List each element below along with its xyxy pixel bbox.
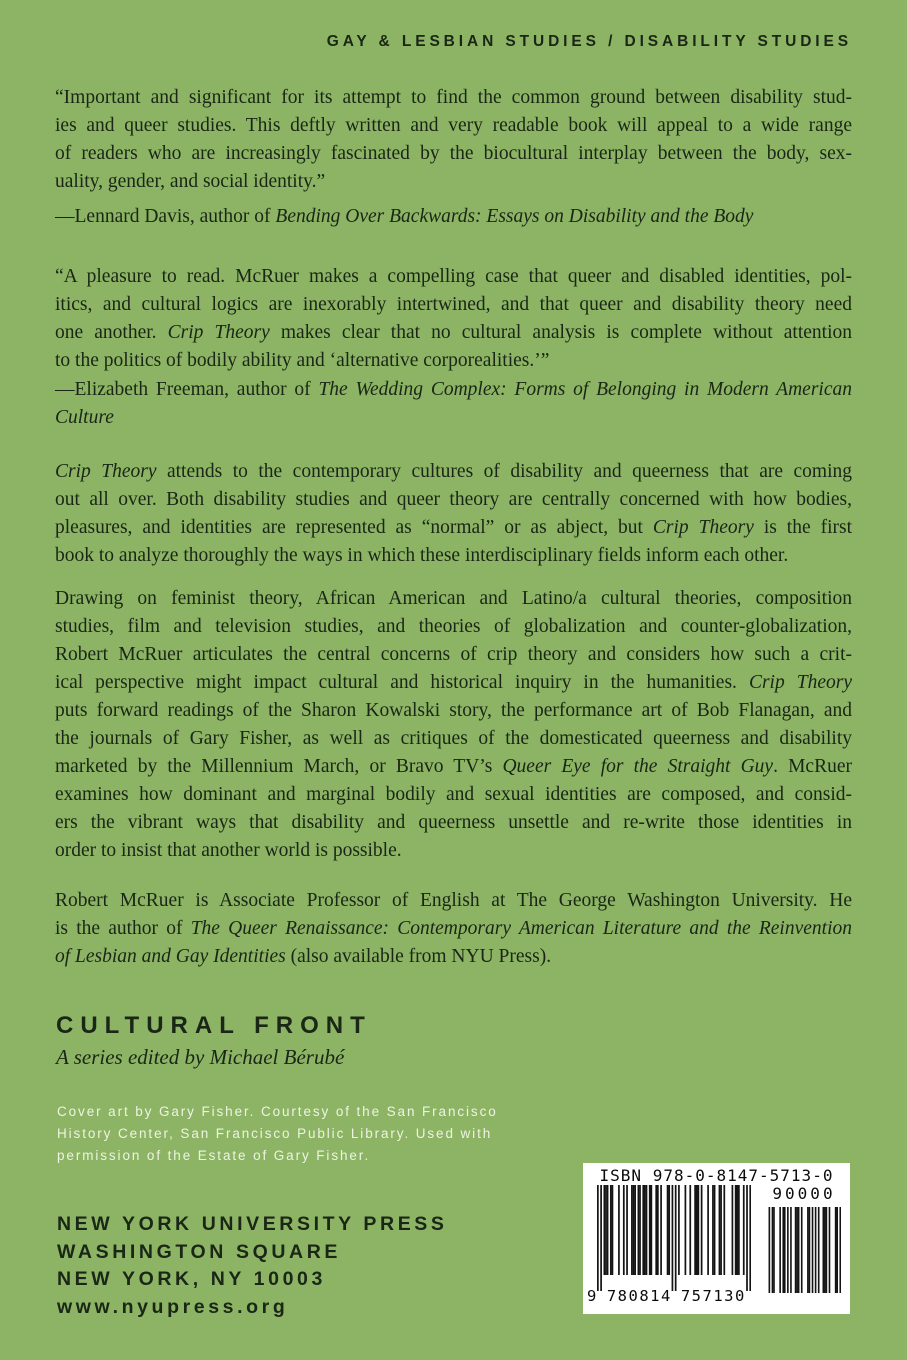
text-run: —Elizabeth Freeman, author of	[55, 379, 319, 400]
text-run: permission of the Estate of Gary Fisher.	[57, 1148, 371, 1163]
author-bio	[55, 887, 852, 971]
text-line	[55, 887, 852, 915]
text-run: ical perspective might impact cultural and historical inquiry in the humanities.	[55, 672, 749, 693]
text-line	[55, 753, 852, 781]
text-run: “Important and significant for its attempt to find the common ground between disability stud-	[55, 87, 852, 108]
cover-art-credit	[57, 1101, 527, 1167]
italic-text-run: of Lesbian and Gay Identities	[55, 946, 286, 967]
text-line	[55, 514, 852, 542]
text-run: the journals of Gary Fisher, as well as critiques of the domesticated queerness and disability	[55, 728, 852, 749]
italic-text-run: The Wedding Complex: Forms of Belonging in Modern American	[318, 379, 852, 400]
text-run: www.nyupress.org	[57, 1295, 289, 1318]
publisher-address-block	[57, 1211, 527, 1321]
text-run: Cover art by Gary Fisher. Courtesy of the San Francisco	[57, 1104, 498, 1119]
italic-text-run: The Queer Renaissance: Contemporary American Literature and the Reinvention	[190, 918, 852, 939]
text-run: pleasures, and identities are represented as “normal” or as abject, but	[55, 517, 653, 538]
text-line	[55, 168, 852, 196]
text-line	[55, 140, 852, 168]
text-line	[55, 112, 852, 140]
text-run: book to analyze thoroughly the ways in which these interdisciplinary fields inform each other.	[55, 545, 789, 566]
italic-text-run: Crip Theory	[652, 517, 754, 538]
text-line	[57, 1239, 527, 1267]
barcode-digit-group: 9	[587, 1287, 598, 1305]
text-line	[55, 613, 852, 641]
text-line	[55, 943, 852, 971]
text-run: “A pleasure to read. McRuer makes a compelling case that queer and disabled identities, pol-	[55, 266, 852, 287]
text-run: attends to the contemporary cultures of disability and queerness that are coming	[156, 461, 852, 482]
text-run: itics, and cultural logics are inexorably intertwined, and that queer and disability theory need	[55, 294, 852, 315]
barcode-digit-group: 780814	[606, 1287, 672, 1305]
text-run: (also available from NYU Press).	[285, 946, 552, 967]
text-line	[57, 1123, 527, 1145]
text-run: ers the vibrant ways that disability and queerness unsettle and re-write those identities in	[55, 812, 852, 833]
text-run: marketed by the Millennium March, or Bravo TV’s	[55, 756, 503, 777]
text-line	[57, 1101, 527, 1123]
text-line	[55, 404, 852, 432]
text-line	[55, 263, 852, 291]
text-line	[55, 809, 852, 837]
text-line	[57, 1211, 527, 1239]
series-editor-note: A series edited by Michael Bérubé	[56, 1045, 345, 1069]
ean5-addon-barcode	[767, 1207, 841, 1293]
italic-text-run: Crip Theory	[748, 672, 852, 693]
text-line	[55, 203, 852, 231]
text-run: Robert McRuer is Associate Professor of English at The George Washington University. He	[55, 890, 852, 911]
text-run: order to insist that another world is possible.	[55, 840, 402, 861]
text-line	[55, 669, 852, 697]
text-line	[57, 1266, 527, 1294]
italic-text-run: Queer Eye for the Straight Guy	[502, 756, 774, 777]
text-run: . McRuer	[773, 756, 852, 777]
synopsis-paragraph-1	[55, 458, 852, 570]
isbn-barcode-panel	[583, 1163, 850, 1314]
text-line	[55, 837, 852, 865]
text-run: makes clear that no cultural analysis is complete without attention	[269, 322, 852, 343]
review-quote-2	[55, 263, 852, 375]
text-line	[55, 291, 852, 319]
barcode-addon-number: 90000	[772, 1184, 836, 1203]
text-line	[55, 725, 852, 753]
text-run: Drawing on feminist theory, African American and Latino/a cultural theories, composition	[55, 588, 852, 609]
text-run: one another.	[55, 322, 168, 343]
text-line	[55, 641, 852, 669]
text-line	[55, 84, 852, 112]
text-line	[55, 781, 852, 809]
text-run: uality, gender, and social identity.”	[55, 171, 326, 192]
series-title: CULTURAL FRONT	[56, 1012, 372, 1039]
barcode-human-digits	[587, 1287, 765, 1305]
italic-text-run: Culture	[55, 407, 114, 428]
isbn-number-label: ISBN 978-0-8147-5713-0	[599, 1166, 834, 1185]
text-run: NEW YORK, NY 10003	[57, 1268, 326, 1290]
text-run: out all over. Both disability studies and queer theory are centrally concerned with how bodies,	[55, 489, 852, 510]
text-line	[55, 319, 852, 347]
text-run: is the author of	[55, 918, 191, 939]
text-run: NEW YORK UNIVERSITY PRESS	[57, 1213, 448, 1235]
italic-text-run: Crip Theory	[167, 322, 270, 343]
text-run: WASHINGTON SQUARE	[57, 1240, 342, 1263]
text-line	[55, 542, 852, 570]
text-line	[57, 1145, 527, 1167]
review-quote-1	[55, 84, 852, 196]
text-run: ies and queer studies. This deftly written and very readable book will appeal to a wide range	[55, 115, 852, 136]
ean13-barcode	[597, 1185, 751, 1291]
category-masthead: GAY & LESBIAN STUDIES / DISABILITY STUDIES	[326, 33, 852, 50]
text-run: puts forward readings of the Sharon Kowalski story, the performance art of Bob Flanagan, and	[55, 700, 852, 721]
text-run: to the politics of bodily ability and ‘alternative corporealities.’”	[55, 350, 550, 371]
text-run: examines how dominant and marginal bodily and sexual identities are composed, and consid-	[55, 784, 852, 805]
synopsis-paragraph-2	[55, 585, 852, 865]
review-attribution-2	[55, 376, 852, 432]
barcode-digit-group: 757130	[680, 1287, 746, 1305]
text-line	[55, 585, 852, 613]
italic-text-run: Crip Theory	[55, 461, 157, 482]
text-line	[55, 697, 852, 725]
text-run: History Center, San Francisco Public Library. Used with	[57, 1126, 493, 1141]
text-line	[55, 486, 852, 514]
text-line	[57, 1294, 527, 1322]
text-run: is the first	[753, 517, 852, 538]
text-run: Robert McRuer articulates the central concerns of crip theory and considers how such a crit-	[55, 644, 852, 665]
text-line	[55, 915, 852, 943]
text-line	[55, 376, 852, 404]
review-attribution-1	[55, 203, 852, 231]
text-line	[55, 347, 852, 375]
italic-text-run: Bending Over Backwards: Essays on Disability and the Body	[275, 206, 754, 227]
text-line	[55, 458, 852, 486]
text-run: —Lennard Davis, author of	[55, 206, 276, 227]
text-run: of readers who are increasingly fascinated by the biocultural interplay between the body, sex-	[55, 143, 852, 164]
text-run: studies, film and television studies, and theories of globalization and counter-globalization,	[55, 616, 852, 637]
